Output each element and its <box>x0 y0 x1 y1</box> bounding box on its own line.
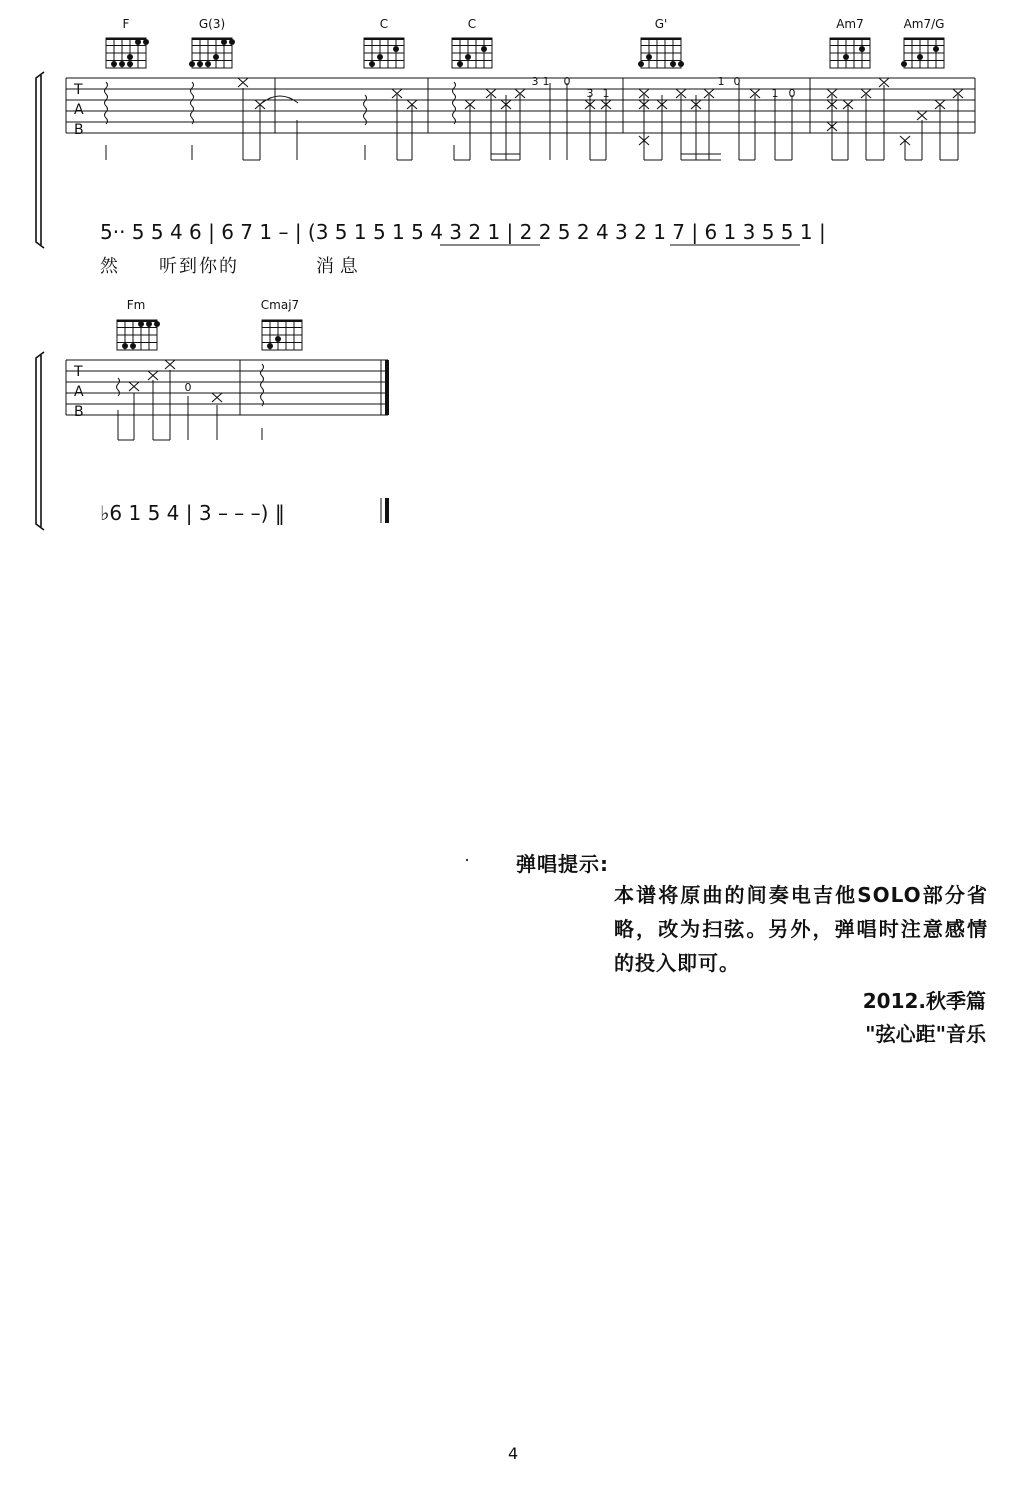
chord-name: G' <box>654 17 668 31</box>
chord-diagram-fm <box>117 320 160 350</box>
signature-season: 2012.秋季篇 <box>862 989 986 1013</box>
chord-name: Am7 <box>836 17 864 31</box>
chord-diagram-c <box>452 38 492 68</box>
chord-name: Fm <box>126 298 146 312</box>
chord-diagram-g-prime <box>638 38 684 68</box>
fret-number: 3 <box>586 87 594 100</box>
signature-brand: "弦心距"音乐 <box>865 1022 986 1046</box>
numbered-notation: ♭6 1 5 4 | 3 – – –) ‖ <box>100 501 285 525</box>
fret-number: 1 <box>717 75 725 88</box>
chord-name: C <box>467 17 477 31</box>
fret-number: 1 <box>542 75 550 88</box>
chord-diagram-f <box>106 38 149 68</box>
hint-body: 本谱将原曲的间奏电吉他SOLO部分省略，改为扫弦。另外，弹唱时注意感情的投入即可。 <box>614 883 988 975</box>
chord-diagram-g3 <box>189 38 235 68</box>
fret-number: 0 <box>563 75 571 88</box>
tab-letter-a: A <box>74 102 84 118</box>
tab-letter-b: B <box>74 404 84 420</box>
fret-number: 0 <box>788 87 796 100</box>
fret-number: 1 <box>771 87 779 100</box>
lyric: 然 <box>100 256 118 277</box>
fret-number: 0 <box>733 75 741 88</box>
tab-letter-t: T <box>74 364 83 380</box>
fret-number: 3 <box>531 75 539 88</box>
tab-letter-t: T <box>74 82 83 98</box>
lyric: 听到你的 <box>159 256 239 277</box>
chord-name: C <box>379 17 389 31</box>
chord-name: Am7/G <box>903 17 945 31</box>
fret-number: 1 <box>602 87 610 100</box>
tab-staff-2 <box>66 360 388 415</box>
lyric: 消 息 <box>316 256 358 277</box>
chord-diagram-am7-g <box>901 38 944 68</box>
page-number: 4 <box>508 1444 519 1463</box>
chord-name: F <box>122 17 130 31</box>
numbered-notation: 5·· 5 5 4 6 | 6 7 1 – | (3 5 1 5 1 5 4 3 2 1 | 2 2 5 2 4 3 2 1 7 | 6 1 3 5 5 1 | <box>100 220 826 244</box>
chord-name: Cmaj7 <box>260 298 300 312</box>
tab-letter-b: B <box>74 122 84 138</box>
system-bracket <box>36 352 44 530</box>
chord-diagram-c <box>364 38 404 68</box>
fret-number: 0 <box>184 381 192 394</box>
chord-diagram-am7 <box>830 38 870 68</box>
tab-letter-a: A <box>74 384 84 400</box>
chord-name: G(3) <box>198 17 226 31</box>
hint-title: 弹唱提示: <box>516 852 609 876</box>
chord-diagram-cmaj7 <box>262 320 302 350</box>
system-bracket <box>36 72 44 248</box>
